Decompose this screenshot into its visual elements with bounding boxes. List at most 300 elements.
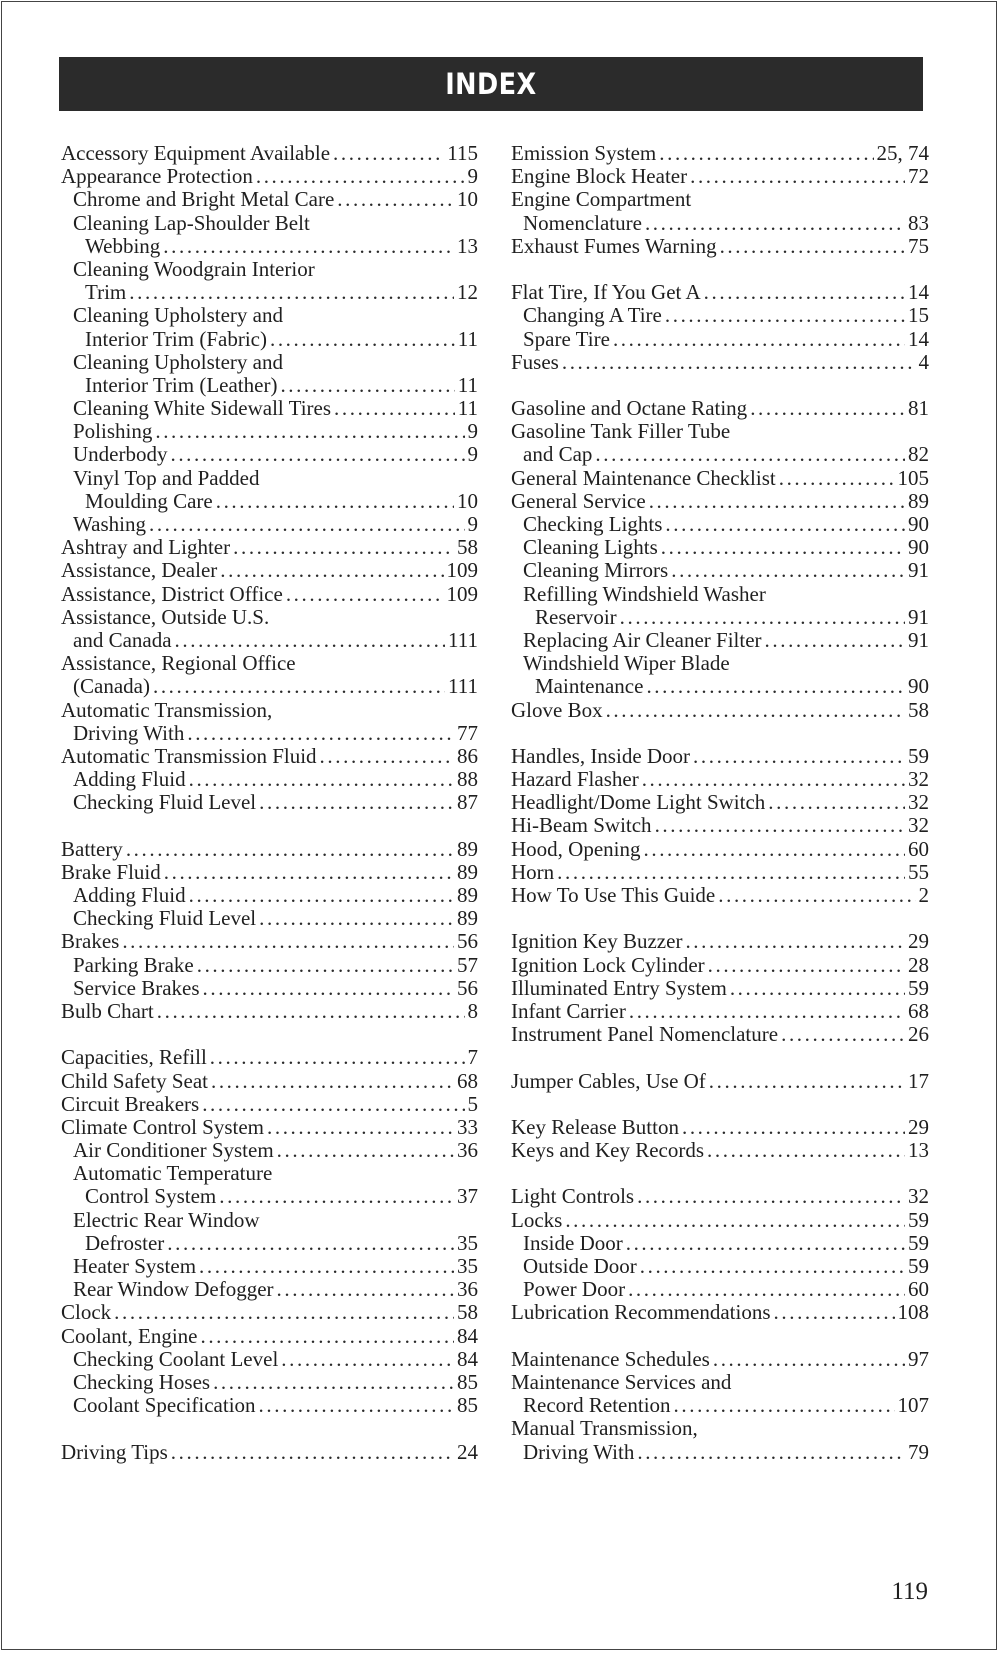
index-entry xyxy=(511,188,929,211)
index-entry-page: 89 xyxy=(908,488,929,513)
index-entry-term: Air Conditioner System xyxy=(73,1138,274,1163)
dot-leader xyxy=(334,397,455,420)
index-entry xyxy=(61,884,478,907)
index-entry-page: 72 xyxy=(908,164,929,189)
dot-leader xyxy=(779,467,895,490)
index-entry xyxy=(61,1093,478,1116)
dot-leader xyxy=(781,1023,905,1046)
index-entry xyxy=(61,142,478,165)
index-entry xyxy=(61,374,478,397)
dot-leader xyxy=(720,235,905,258)
index-entry-page: 88 xyxy=(457,767,478,792)
index-entry-page: 37 xyxy=(457,1184,478,1209)
dot-leader xyxy=(613,328,905,351)
index-entry-page: 91 xyxy=(908,558,929,583)
index-entry-page: 87 xyxy=(457,790,478,815)
index-entry xyxy=(61,165,478,188)
dot-leader xyxy=(774,1301,895,1324)
dot-leader xyxy=(562,351,916,374)
index-entry-page: 9 xyxy=(467,442,478,467)
index-entry-page: 35 xyxy=(457,1230,478,1255)
index-entry-page: 84 xyxy=(457,1346,478,1371)
dot-leader xyxy=(628,1278,905,1301)
index-entry-term: Bulb Chart xyxy=(61,998,154,1023)
index-entry-term: Hazard Flasher xyxy=(511,767,639,792)
index-entry xyxy=(511,583,929,606)
index-entry-term: and Cap xyxy=(523,442,593,467)
index-entry-term: Parking Brake xyxy=(73,952,194,977)
index-entry-term: Defroster xyxy=(85,1230,165,1255)
index-entry-page: 59 xyxy=(908,1254,929,1278)
index-entry xyxy=(61,281,478,304)
index-entry xyxy=(61,861,478,884)
index-entry-page: 115 xyxy=(447,141,478,165)
index-entry xyxy=(61,1394,478,1417)
index-entry xyxy=(511,745,929,768)
dot-leader xyxy=(707,1139,905,1162)
index-entry-page: 17 xyxy=(908,1068,929,1093)
index-entry xyxy=(511,1441,929,1464)
dot-leader xyxy=(256,165,465,188)
index-entry-page: 36 xyxy=(457,1277,478,1302)
index-entry-term: Outside Door xyxy=(523,1254,637,1278)
index-entry-page: 75 xyxy=(908,233,929,258)
dot-leader xyxy=(655,814,905,837)
index-entry-page: 8 xyxy=(467,998,478,1023)
dot-leader xyxy=(693,745,905,768)
index-entry-term: Key Release Button xyxy=(511,1114,679,1139)
index-entry-term: Vinyl Top and Padded xyxy=(73,465,260,490)
index-entry-term: Service Brakes xyxy=(73,975,200,1000)
index-entry-term: Inside Door xyxy=(523,1230,623,1255)
index-entry xyxy=(61,1000,478,1023)
index-entry-term: Glove Box xyxy=(511,697,603,722)
dot-leader xyxy=(709,1070,905,1093)
index-entry xyxy=(511,536,929,559)
index-entry-page: 85 xyxy=(457,1393,478,1418)
index-entry xyxy=(511,513,929,536)
index-entry xyxy=(61,930,478,953)
index-entry xyxy=(511,1371,929,1394)
index-entry-term: Trim xyxy=(85,280,127,305)
index-entry-term: Cleaning Upholstery and xyxy=(73,303,283,328)
index-entry-term: Cleaning White Sidewall Tires xyxy=(73,396,332,421)
index-entry-term: Adding Fluid xyxy=(73,767,186,792)
index-entry-page: 83 xyxy=(908,210,929,235)
index-entry xyxy=(511,490,929,513)
index-header-bar xyxy=(59,57,923,111)
index-entry xyxy=(511,768,929,791)
dot-leader xyxy=(286,583,444,606)
dot-leader xyxy=(259,791,454,814)
index-entry-term: Interior Trim (Fabric) xyxy=(85,326,267,351)
index-entry xyxy=(61,1348,478,1371)
index-entry xyxy=(511,351,929,374)
index-entry-page: 109 xyxy=(446,581,478,606)
index-entry-page: 89 xyxy=(457,906,478,931)
dot-leader xyxy=(665,304,905,327)
index-entry-page: 85 xyxy=(457,1369,478,1394)
index-entry-page: 58 xyxy=(457,1300,478,1325)
index-entry-term: Jumper Cables, Use Of xyxy=(511,1068,706,1093)
index-entry-page: 77 xyxy=(457,720,478,745)
index-entry-page: 7 xyxy=(467,1045,478,1070)
dot-leader xyxy=(149,513,465,536)
index-entry-term: Spare Tire xyxy=(523,326,610,351)
index-entry xyxy=(511,420,929,443)
index-entry-page: 10 xyxy=(457,187,478,212)
dot-leader xyxy=(213,1371,454,1394)
index-entry-term: Horn xyxy=(511,859,555,884)
index-entry-term: Cleaning Lights xyxy=(523,535,658,560)
index-entry xyxy=(61,1325,478,1348)
index-entry-term: Capacities, Refill xyxy=(61,1045,207,1070)
index-entry-term: Driving With xyxy=(73,720,185,745)
dot-leader xyxy=(219,1185,454,1208)
index-entry-page: 60 xyxy=(908,836,929,861)
index-entry xyxy=(61,583,478,606)
index-entry-term: Ignition Lock Cylinder xyxy=(511,952,705,977)
index-entry xyxy=(61,699,478,722)
index-entry-page: 82 xyxy=(908,442,929,467)
index-entry xyxy=(61,1441,478,1464)
dot-leader xyxy=(671,559,905,582)
index-entry xyxy=(61,629,478,652)
dot-leader xyxy=(629,1000,905,1023)
index-entry xyxy=(511,1394,929,1417)
index-entry-page: 33 xyxy=(457,1114,478,1139)
index-entry-page: 84 xyxy=(457,1323,478,1348)
index-entry xyxy=(61,1185,478,1208)
dot-leader xyxy=(713,1348,905,1371)
index-entry xyxy=(61,513,478,536)
index-entry xyxy=(511,142,929,165)
index-entry-page: 91 xyxy=(908,627,929,652)
dot-leader xyxy=(259,907,454,930)
dot-leader xyxy=(170,443,464,466)
index-entry-page: 109 xyxy=(446,558,478,583)
index-entry-term: (Canada) xyxy=(73,674,150,699)
dot-leader xyxy=(606,699,905,722)
index-entry xyxy=(511,1139,929,1162)
index-entry-term: Locks xyxy=(511,1207,563,1232)
index-entry xyxy=(61,212,478,235)
index-entry-term: Webbing xyxy=(85,233,161,258)
index-entry-page: 11 xyxy=(457,396,478,421)
index-entry-term: Exhaust Fumes Warning xyxy=(511,233,717,258)
dot-leader xyxy=(220,559,443,582)
index-entry-term: and Canada xyxy=(73,627,172,652)
index-entry-term: Record Retention xyxy=(523,1393,671,1418)
dot-leader xyxy=(645,212,905,235)
dot-leader xyxy=(163,235,454,258)
index-entry-term: Climate Control System xyxy=(61,1114,264,1139)
index-entry xyxy=(61,606,478,629)
index-entry xyxy=(511,1301,929,1324)
index-entry-term: Illuminated Entry System xyxy=(511,975,727,1000)
index-entry-page: 10 xyxy=(457,488,478,513)
index-entry-term: Circuit Breakers xyxy=(61,1091,200,1116)
index-entry-page: 90 xyxy=(908,512,929,536)
index-entry xyxy=(511,1232,929,1255)
index-entry-page: 11 xyxy=(457,372,478,397)
dot-leader xyxy=(718,884,915,907)
index-entry xyxy=(61,397,478,420)
dot-leader xyxy=(320,745,454,768)
index-entry xyxy=(61,420,478,443)
index-entry-term: Automatic Transmission Fluid xyxy=(61,743,317,768)
index-entry-term: Gasoline Tank Filler Tube xyxy=(511,419,731,444)
index-entry xyxy=(61,443,478,466)
dot-leader xyxy=(167,1232,454,1255)
index-entry xyxy=(61,258,478,281)
index-entry-term: Keys and Key Records xyxy=(511,1138,705,1163)
index-entry-term: Windshield Wiper Blade xyxy=(523,651,730,676)
index-entry xyxy=(511,559,929,582)
index-entry-term: Light Controls xyxy=(511,1184,635,1209)
index-entry-term: Engine Compartment xyxy=(511,187,692,212)
index-entry-page: 9 xyxy=(467,419,478,444)
dot-leader xyxy=(768,791,905,814)
dot-leader xyxy=(164,861,454,884)
index-entry-term: Adding Fluid xyxy=(73,883,186,907)
index-entry-page: 58 xyxy=(908,697,929,722)
index-entry-term: Power Door xyxy=(523,1277,626,1302)
index-entry xyxy=(511,1209,929,1232)
dot-leader xyxy=(122,930,454,953)
index-entry xyxy=(61,722,478,745)
dot-leader xyxy=(189,884,454,907)
dot-leader xyxy=(189,768,454,791)
index-entry xyxy=(511,1116,929,1139)
index-entry-page: 89 xyxy=(457,836,478,861)
dot-leader xyxy=(175,629,446,652)
index-entry-term: Replacing Air Cleaner Filter xyxy=(523,627,762,652)
index-entry-page: 111 xyxy=(448,627,478,652)
index-entry-term: Engine Block Heater xyxy=(511,164,688,189)
index-entry-page: 5 xyxy=(467,1091,478,1116)
index-entry-term: Underbody xyxy=(73,442,168,467)
dot-leader xyxy=(281,1348,454,1371)
dot-leader xyxy=(259,1394,454,1417)
index-entry-term: Gasoline and Octane Rating xyxy=(511,396,748,421)
index-entry xyxy=(61,304,478,327)
index-entry-term: General Service xyxy=(511,488,646,513)
page-number: 119 xyxy=(891,1578,928,1605)
index-entry xyxy=(511,675,929,698)
index-entry-term: Ignition Key Buzzer xyxy=(511,929,683,954)
index-entry xyxy=(511,791,929,814)
index-entry xyxy=(61,188,478,211)
index-entry-page: 58 xyxy=(457,535,478,560)
dot-leader xyxy=(197,954,454,977)
index-entry-term: Cleaning Lap-Shoulder Belt xyxy=(73,210,310,235)
index-entry xyxy=(511,235,929,258)
index-entry xyxy=(511,629,929,652)
index-entry-term: Maintenance Schedules xyxy=(511,1346,710,1371)
index-entry xyxy=(511,699,929,722)
dot-leader xyxy=(199,1255,454,1278)
index-entry-term: Interior Trim (Leather) xyxy=(85,372,278,397)
index-entry-page: 59 xyxy=(908,1230,929,1255)
index-entry-page: 68 xyxy=(908,998,929,1023)
index-entry-term: Manual Transmission, xyxy=(511,1416,698,1441)
index-entry xyxy=(511,838,929,861)
index-entry xyxy=(61,791,478,814)
index-entry xyxy=(61,328,478,351)
dot-leader xyxy=(171,1441,454,1464)
index-entry xyxy=(511,165,929,188)
index-column-left xyxy=(61,142,478,1464)
index-entry xyxy=(61,1162,478,1185)
index-entry-term: Headlight/Dome Light Switch xyxy=(511,790,766,815)
index-entry-term: Checking Fluid Level xyxy=(73,906,257,931)
index-entry-term: Cleaning Woodgrain Interior xyxy=(73,256,315,281)
index-entry-term: Changing A Tire xyxy=(523,303,662,328)
index-entry-page: 9 xyxy=(467,164,478,189)
dot-leader xyxy=(280,374,454,397)
dot-leader xyxy=(690,165,905,188)
index-entry-page: 9 xyxy=(467,512,478,536)
dot-leader xyxy=(665,513,905,536)
dot-leader xyxy=(277,1278,454,1301)
index-entry-page: 59 xyxy=(908,1207,929,1232)
index-entry-term: Assistance, Dealer xyxy=(61,558,218,583)
dot-leader xyxy=(233,536,454,559)
index-entry-term: Checking Coolant Level xyxy=(73,1346,279,1371)
index-entry xyxy=(61,351,478,374)
index-entry-page: 79 xyxy=(908,1439,929,1464)
dot-leader xyxy=(661,536,905,559)
index-entry-page: 28 xyxy=(908,952,929,977)
index-entry xyxy=(61,745,478,768)
dot-leader xyxy=(640,1255,905,1278)
index-entry-term: Nomenclature xyxy=(523,210,642,235)
index-entry-term: Washing xyxy=(73,512,146,536)
index-title: INDEX xyxy=(445,67,537,101)
index-entry-term: Appearance Protection xyxy=(61,164,253,189)
index-entry xyxy=(61,467,478,490)
index-entry xyxy=(61,1278,478,1301)
dot-leader xyxy=(216,490,454,513)
index-entry-term: Hi-Beam Switch xyxy=(511,813,652,838)
index-entry-term: Ashtray and Lighter xyxy=(61,535,231,560)
index-entry xyxy=(511,652,929,675)
dot-leader xyxy=(644,838,906,861)
dot-leader xyxy=(270,328,455,351)
index-entry xyxy=(61,1046,478,1069)
index-entry-page: 90 xyxy=(908,535,929,560)
index-entry-term: Child Safety Seat xyxy=(61,1068,208,1093)
index-entry-page: 12 xyxy=(457,280,478,305)
index-entry xyxy=(61,559,478,582)
index-entry xyxy=(61,652,478,675)
index-entry-term: Instrument Panel Nomenclature xyxy=(511,1022,779,1047)
index-entry-term: Hood, Opening xyxy=(511,836,641,861)
index-entry-page: 35 xyxy=(457,1254,478,1278)
dot-leader xyxy=(674,1394,895,1417)
index-entry xyxy=(511,814,929,837)
index-entry-page: 60 xyxy=(908,1277,929,1302)
index-entry-page: 105 xyxy=(897,465,929,490)
index-entry-term: Cleaning Upholstery and xyxy=(73,349,283,374)
index-entry-page: 13 xyxy=(908,1138,929,1163)
index-entry xyxy=(511,606,929,629)
index-entry xyxy=(511,861,929,884)
index-entry-term: Refilling Windshield Washer xyxy=(523,581,766,606)
dot-leader xyxy=(155,420,464,443)
index-entry-page: 29 xyxy=(908,929,929,954)
index-entry-term: Clock xyxy=(61,1300,112,1325)
index-entry-page: 13 xyxy=(457,233,478,258)
index-entry xyxy=(61,1371,478,1394)
index-entry-term: Cleaning Mirrors xyxy=(523,558,669,583)
index-entry xyxy=(511,1000,929,1023)
index-entry-term: Handles, Inside Door xyxy=(511,743,691,768)
index-entry-page: 29 xyxy=(908,1114,929,1139)
dot-leader xyxy=(333,142,444,165)
dot-leader xyxy=(642,768,905,791)
index-entry-page: 111 xyxy=(448,674,478,699)
index-entry-term: Assistance, Outside U.S. xyxy=(61,604,270,629)
dot-leader xyxy=(765,629,905,652)
index-entry xyxy=(61,1209,478,1232)
index-entry-page: 91 xyxy=(908,604,929,629)
dot-leader xyxy=(200,1325,454,1348)
index-entry xyxy=(61,675,478,698)
dot-leader xyxy=(620,606,905,629)
index-entry-page: 55 xyxy=(908,859,929,884)
index-entry xyxy=(511,954,929,977)
index-entry-page: 90 xyxy=(908,674,929,699)
index-entry xyxy=(61,838,478,861)
dot-leader xyxy=(659,142,873,165)
index-entry-term: Checking Lights xyxy=(523,512,663,536)
index-entry xyxy=(61,977,478,1000)
dot-leader xyxy=(267,1116,454,1139)
dot-leader xyxy=(126,838,454,861)
index-entry-term: Maintenance Services and xyxy=(511,1369,732,1394)
index-entry-term: Assistance, Regional Office xyxy=(61,651,296,676)
dot-leader xyxy=(129,281,454,304)
index-entry-page: 89 xyxy=(457,859,478,884)
index-entry-term: Checking Hoses xyxy=(73,1369,211,1394)
index-entry xyxy=(511,443,929,466)
index-entry-page: 32 xyxy=(908,790,929,815)
index-entry xyxy=(511,1278,929,1301)
dot-leader xyxy=(595,443,905,466)
index-entry-page: 14 xyxy=(908,280,929,305)
index-entry-term: Driving With xyxy=(523,1439,635,1464)
index-entry-term: Assistance, District Office xyxy=(61,581,283,606)
index-entry-term: Coolant Specification xyxy=(73,1393,256,1418)
index-entry-term: Driving Tips xyxy=(61,1439,168,1464)
index-entry-term: Polishing xyxy=(73,419,153,444)
dot-leader xyxy=(557,861,905,884)
index-entry-page: 4 xyxy=(918,349,929,374)
index-entry xyxy=(511,930,929,953)
index-entry-term: Infant Carrier xyxy=(511,998,626,1023)
index-entry xyxy=(61,490,478,513)
index-entry-term: Moulding Care xyxy=(85,488,213,513)
index-entry-page: 56 xyxy=(457,929,478,954)
dot-leader xyxy=(750,397,905,420)
index-entry-page: 11 xyxy=(457,326,478,351)
index-entry xyxy=(511,977,929,1000)
dot-leader xyxy=(153,675,445,698)
index-entry-page: 32 xyxy=(908,1184,929,1209)
index-entry xyxy=(511,1070,929,1093)
